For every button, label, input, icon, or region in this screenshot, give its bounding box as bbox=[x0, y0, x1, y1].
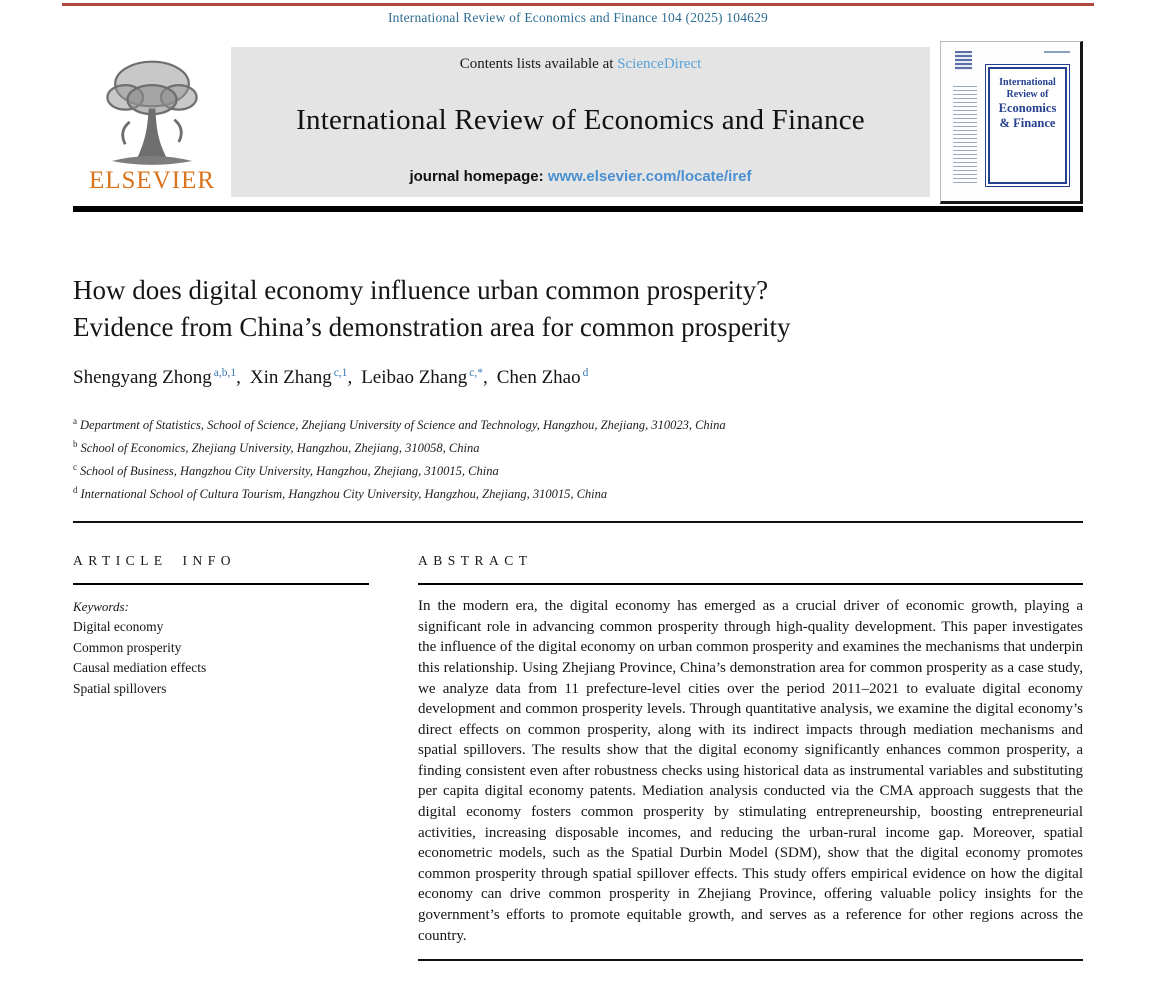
journal-header-band bbox=[73, 47, 1083, 197]
affiliation-text: Department of Statistics, School of Science, Zhejiang University of Science and Technology, Hangzhou, Zhejiang, 310023, China bbox=[80, 418, 726, 433]
article-title-line1: How does digital economy influence urban common prosperity? bbox=[73, 275, 769, 305]
affiliation bbox=[73, 481, 1083, 504]
abstract-section bbox=[418, 553, 1083, 961]
author-superscript: c,1 bbox=[333, 367, 348, 379]
article-info-heading: ARTICLE INFO bbox=[73, 552, 237, 568]
homepage-text: journal homepage: bbox=[409, 168, 548, 185]
author bbox=[361, 367, 488, 388]
cover-publisher-mark-icon bbox=[955, 51, 972, 70]
cover-issn-text bbox=[1044, 51, 1070, 56]
author-separator: , bbox=[236, 367, 241, 389]
keyword: Digital economy bbox=[73, 619, 164, 635]
keyword: Causal mediation effects bbox=[73, 660, 207, 676]
contents-text: Contents lists available at bbox=[459, 56, 618, 72]
abstract-bottom-rule bbox=[418, 959, 1083, 961]
affiliation bbox=[73, 458, 1083, 481]
journal-citation: International Review of Economics and Finance 104 (2025) 104629 bbox=[387, 10, 768, 25]
keyword: Common prosperity bbox=[73, 639, 182, 655]
journal-homepage-link[interactable]: www.elsevier.com/locate/iref bbox=[547, 168, 752, 185]
author-list bbox=[73, 367, 1083, 389]
section-top-rule bbox=[73, 521, 1083, 523]
cover-title-line: Review of bbox=[1006, 89, 1049, 100]
affiliation-list bbox=[73, 412, 1083, 504]
sciencedirect-link[interactable]: ScienceDirect bbox=[617, 56, 702, 72]
contents-line bbox=[231, 56, 930, 73]
affiliation bbox=[73, 412, 1083, 435]
affiliation-superscript: c bbox=[73, 462, 77, 473]
affiliation-text: School of Business, Hangzhou City University, Hangzhou, Zhejiang, 310015, China bbox=[80, 464, 499, 479]
author-name: Leibao Zhang bbox=[361, 367, 468, 389]
abstract-rule bbox=[418, 583, 1083, 586]
banner-journal-title: International Review of Economics and Finance bbox=[296, 104, 865, 136]
journal-cover-thumbnail bbox=[940, 41, 1083, 204]
article-title bbox=[73, 272, 1083, 346]
author-separator: , bbox=[482, 367, 488, 389]
author-superscript: a,b,1 bbox=[213, 367, 237, 379]
keywords-label: Keywords: bbox=[73, 599, 129, 615]
article-title-line2: Evidence from China’s demonstration area for common prosperity bbox=[73, 312, 791, 342]
affiliation bbox=[73, 435, 1083, 458]
author-superscript: c,* bbox=[469, 367, 483, 379]
cover-title-line: International bbox=[999, 77, 1056, 88]
author-name: Chen Zhao bbox=[496, 367, 581, 389]
elsevier-wordmark: ELSEVIER bbox=[88, 167, 216, 194]
journal-banner bbox=[231, 47, 930, 197]
author bbox=[497, 367, 589, 388]
homepage-line bbox=[231, 168, 930, 185]
keyword: Spatial spillovers bbox=[73, 680, 167, 696]
top-red-rule bbox=[62, 3, 1094, 6]
author-name: Shengyang Zhong bbox=[73, 367, 212, 389]
article-info-section bbox=[73, 553, 369, 961]
affiliation-text: School of Economics, Zhejiang University, Hangzhou, Zhejiang, 310058, China bbox=[80, 441, 480, 456]
affiliation-superscript: b bbox=[73, 439, 78, 450]
cover-title-line: Economics bbox=[998, 101, 1057, 115]
cover-editorial-board-text bbox=[953, 86, 977, 184]
author bbox=[250, 367, 352, 388]
affiliation-text: International School of Cultura Tourism, Hangzhou City University, Hangzhou, Zhejiang, 310015, China bbox=[80, 487, 608, 502]
author bbox=[73, 367, 241, 388]
abstract-heading: ABSTRACT bbox=[418, 552, 533, 568]
author-separator: , bbox=[347, 367, 353, 389]
article-info-rule bbox=[73, 583, 369, 586]
author-superscript: d bbox=[582, 367, 589, 379]
cover-title-box bbox=[985, 64, 1070, 187]
elsevier-tree-logo bbox=[96, 55, 208, 171]
abstract-body: In the modern era, the digital economy has emerged as a crucial driver of economic growth, playing a significant role in advancing common prosperity through high-quality development. This paper investigates the influence of the digital economy on urban common prosperity and examines the mechanisms that underpin this relationship. Using Zhejiang Province, China’s demonstration area for common prosperity as a case study, we analyze data from 11 prefecture-level cities over the period 2011–2021 to evaluate digital economy development and common prosperity levels. Through quantitative analysis, we examine the digital economy’s direct effects on common prosperity, along with its indirect impacts through mediation mechanisms and spatial spillovers. The results show that the digital economy significantly enhances common prosperity, a finding consistent even after robustness checks using historical data as instrumental variables and substituting per capita digital economy patents. Mediation analysis conducted via the CMA approach suggests that the digital economy fosters common prosperity by stimulating entrepreneurship, boosting entrepreneurial activities, increasing disposable incomes, and reducing the urban-rural income gap. Moreover, spatial econometric models, such as the Spatial Durbin Model (SDM), show that the digital economy promotes common prosperity through spatial spillover effects. This study offers empirical evidence on how the digital economy can drive common prosperity in Zhejiang Province, offering valuable policy insights for the government’s efforts to promote equitable growth, and serves as a reference for other regions across the country. bbox=[418, 598, 1083, 944]
affiliation-superscript: a bbox=[73, 416, 77, 427]
header-divider-rule bbox=[73, 206, 1083, 212]
cover-title-line: & Finance bbox=[999, 116, 1056, 130]
author-name: Xin Zhang bbox=[249, 367, 332, 389]
affiliation-superscript: d bbox=[73, 485, 78, 496]
publisher-block bbox=[73, 47, 231, 197]
